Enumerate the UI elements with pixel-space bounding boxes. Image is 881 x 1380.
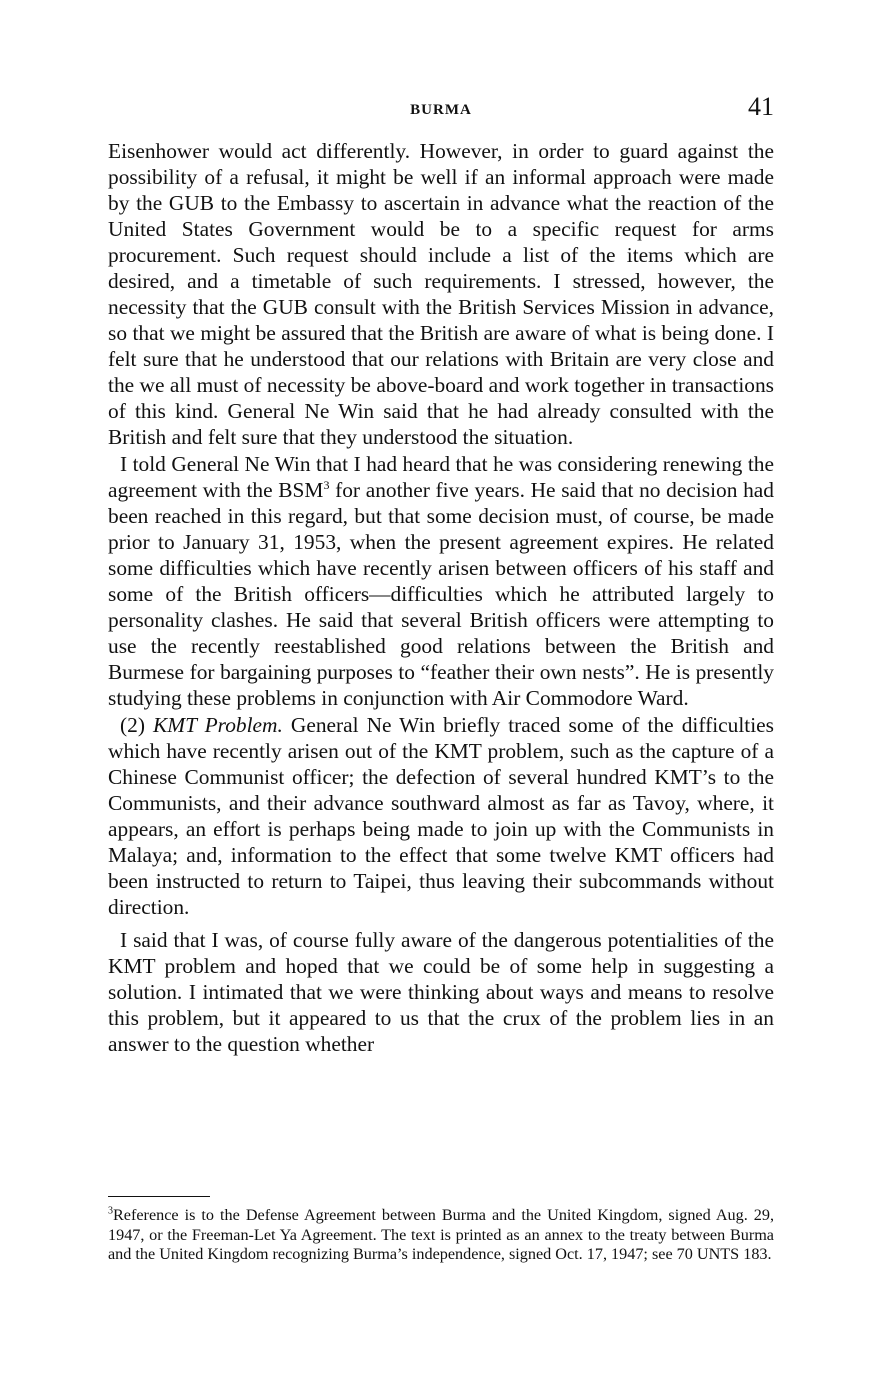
paragraph-1: Eisenhower would act differently. However, in order to guard against the possibility of a refusal, it might be well if an informal approach were made by the GUB to the Embassy to ascertain in advance what the reaction of the United States Government would be to a specific request for arms procurement. Such request should include a list of the items which are desired, and a timetable of such requirements. I stressed, however, the necessity that the GUB consult with the British Services Mission in advance, so that we might be assured that the British are aware of what is being done. I felt sure that he understood that our relations with Britain are very close and the we all must of necessity be above-board and work together in transactions of this kind. General Ne Win said that he had already consulted with the British and felt sure that they understood the situation. [108, 139, 774, 449]
footnote-divider [108, 1196, 210, 1197]
page-header [108, 92, 774, 128]
footnote-reference: 3 [323, 477, 330, 492]
paragraph-4: I said that I was, of course fully aware of the dangerous potentialities of the KMT problem and hoped that we could be of some help in suggesting a solution. I intimated that we were thinking about ways and means to resolve this problem, but it appeared to us that the crux of the problem lies in an answer to the question whether [108, 928, 774, 1056]
section-heading: KMT Problem. [152, 713, 283, 737]
footnote [108, 1206, 774, 1265]
paragraph-2 [108, 451, 774, 711]
footnote-mark: 3 [108, 1205, 113, 1217]
section-number: (2) [120, 713, 145, 737]
paragraph-3-text: General Ne Win briefly traced some of the difficulties which have recently arisen out of the KMT problem, such as the capture of a Chinese Communist officer; the defection of several hundred KMT’s to the Communists, and their advance southward almost as far as Tavoy, where, it appears, an effort is perhaps being made to join up with the Communists in Malaya; and, information to the effect that some twelve KMT officers had been instructed to return to Taipei, thus leaving their subcommands without direction. [108, 713, 774, 919]
footnote-text: Reference is to the Defense Agreement between Burma and the United Kingdom, signed Aug. 29, 1947, or the Freeman-Let Ya Agreement. The text is printed as an annex to the treaty between Burma and the United Kingdom recognizing Burma’s independence, signed Oct. 17, 1947; see 70 UNTS 183. [108, 1206, 774, 1263]
page-number: 41 [748, 92, 774, 121]
paragraph-2-text-b: for another five years. He said that no decision had been reached in this regard, but that some decision must, of course, be made prior to January 31, 1953, when the present agreement expires. He related some difficulties which have recently arisen between officers of his staff and some of the British officers—difficulties which he attributed largely to personality clashes. He said that several British officers were attempting to use the recently reestablished good relations between the British and Burmese for bargaining purposes to “feather their own nests”. He is presently studying these problems in conjunction with Air Commodore Ward. [108, 478, 774, 710]
paragraph-3 [108, 712, 774, 920]
running-head: BURMA [410, 102, 472, 118]
body-text [108, 138, 774, 1057]
paragraph-2-text-a: I told General Ne Win that I had heard that he was considering renewing the agreement with the BSM [108, 452, 774, 502]
